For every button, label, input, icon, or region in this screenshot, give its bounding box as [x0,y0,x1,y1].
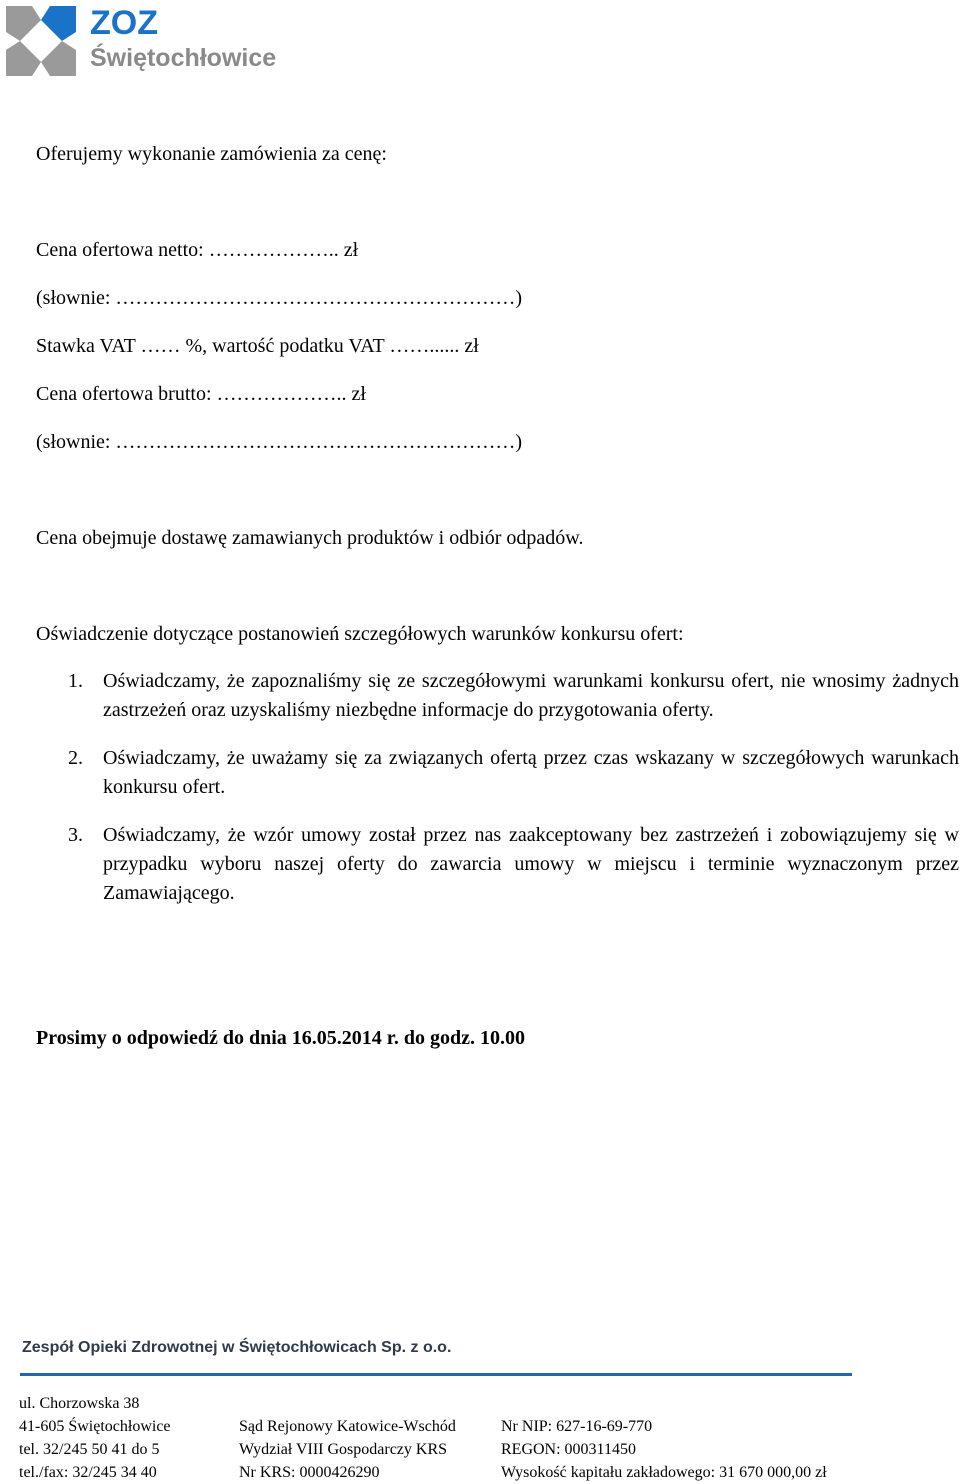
vat-line: Stawka VAT …… %, wartość podatku VAT ……...... zł [36,335,479,357]
footer-division: Wydział VIII Gospodarczy KRS [239,1441,448,1458]
logo-mark-icon [2,2,80,80]
footer-address-column [19,1392,171,1484]
footer-capital: Wysokość kapitału zakładowego: 31 670 000,00 zł [501,1464,827,1481]
statement-item [36,667,959,725]
price-includes: Cena obejmuje dostawę zamawianych produktów i odbiór odpadów. [36,527,584,549]
footer-city: 41-605 Świętochłowice [19,1418,171,1435]
item-number: 1. [68,670,83,692]
footer-company-name: Zespół Opieki Zdrowotnej w Świętochłowicach Sp. z o.o. [22,1339,452,1356]
response-deadline: Prosimy o odpowiedź do dnia 16.05.2014 r. do godz. 10.00 [36,1027,525,1049]
footer-regon: REGON: 000311450 [501,1441,636,1458]
footer-street: ul. Chorzowska 38 [19,1395,140,1412]
item-text: Oświadczamy, że wzór umowy został przez nas zaakceptowany bez zastrzeżeń i zobowiązujemy się w przypadku wyboru naszej oferty do zawarcia umowy w miejscu i terminie wyznaczonym przez Zamawiającego. [103,824,959,904]
logo-name-top: ZOZ [90,4,158,42]
gross-price-words: (słownie: ……………………………………………………) [36,431,523,453]
footer-court: Sąd Rejonowy Katowice-Wschód [239,1418,456,1435]
footer-phone: tel. 32/245 50 41 do 5 [19,1441,160,1458]
item-number: 3. [68,824,83,846]
footer-court-column [239,1415,456,1484]
footer-divider [20,1373,852,1376]
net-price-words: (słownie: ……………………………………………………) [36,287,523,309]
footer-fax: tel./fax: 32/245 34 40 [19,1464,157,1481]
statement-heading: Oświadczenie dotyczące postanowień szczegółowych warunków konkursu ofert: [36,623,684,645]
statement-item [36,744,959,802]
statement-item [36,821,959,908]
footer-registry-column [501,1415,827,1484]
company-logo [2,2,302,84]
item-text: Oświadczamy, że uważamy się za związanych ofertą przez czas wskazany w szczegółowych warunkach konkursu ofert. [103,747,959,798]
footer-nip: Nr NIP: 627-16-69-770 [501,1418,653,1435]
offer-intro: Oferujemy wykonanie zamówienia za cenę: [36,143,387,165]
net-price-line: Cena ofertowa netto: ……………….. zł [36,239,359,261]
item-text: Oświadczamy, że zapoznaliśmy się ze szczegółowymi warunkami konkursu ofert, nie wnosimy żadnych zastrzeżeń oraz uzyskaliśmy niezbędne informacje do przygotowania oferty. [103,670,959,721]
logo-name-bottom: Świętochłowice [90,44,277,72]
gross-price-line: Cena ofertowa brutto: ……………….. zł [36,383,366,405]
item-number: 2. [68,747,83,769]
footer-krs: Nr KRS: 0000426290 [239,1464,380,1481]
